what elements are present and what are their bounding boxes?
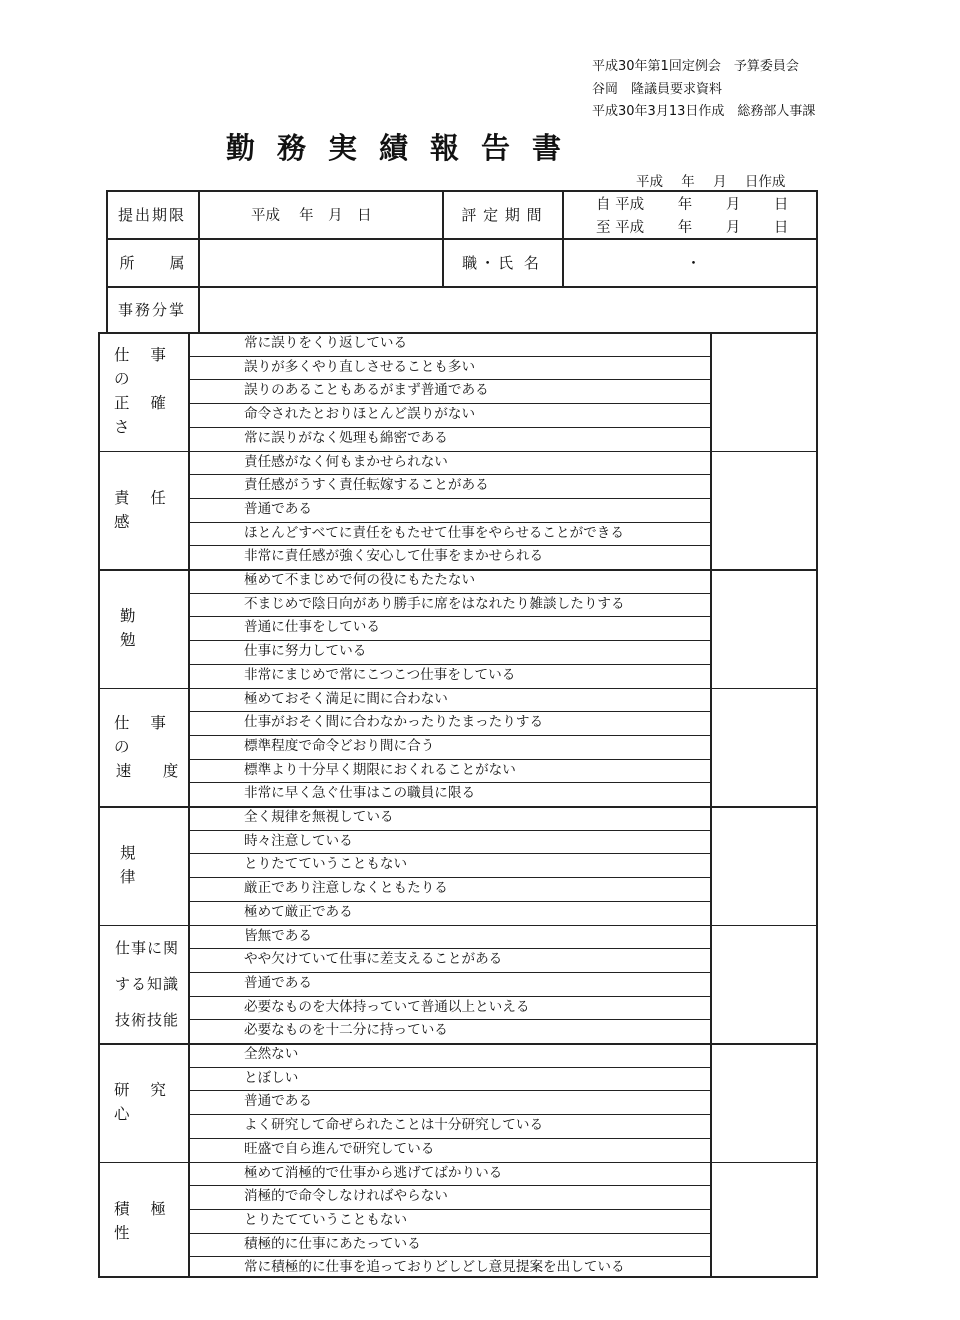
criterion-text: 消極的で命令しなければやらない	[244, 1188, 448, 1205]
criterion-divider	[188, 877, 711, 878]
duties-label: 事務分掌	[117, 300, 186, 319]
criterion-text: 普通に仕事をしている	[244, 619, 380, 636]
eval-period-label: 評 定 期 間	[461, 205, 543, 224]
score-cell[interactable]	[712, 332, 816, 451]
row-line	[106, 286, 818, 288]
criterion-divider	[188, 498, 711, 499]
criterion-text: 必要なものを十二分に持っている	[244, 1022, 448, 1039]
date-month: 月	[713, 174, 727, 190]
criterion-text: 積極的に仕事にあたっている	[244, 1235, 421, 1252]
criterion-text: とりたてていうこともない	[244, 1211, 408, 1228]
note-line-3: 平成30年3月13日作成 総務部人事課	[592, 104, 816, 119]
criterion-divider	[188, 1019, 711, 1020]
criterion-text: 責任感がなく何もまかせられない	[244, 453, 448, 470]
criterion-text: 厳正であり注意しなくともたりる	[244, 880, 448, 897]
criterion-divider	[188, 1114, 711, 1115]
category-label-line: 仕 事 の	[114, 713, 174, 756]
category-label-line: 積 極 性	[114, 1199, 174, 1242]
criterion-divider	[188, 948, 711, 949]
criterion-divider	[188, 735, 711, 736]
criterion-divider	[188, 996, 711, 997]
criterion-divider	[188, 474, 711, 475]
criterion-text: 命令されたとおりほとんど誤りがない	[244, 406, 476, 423]
date-created	[636, 170, 785, 190]
criterion-text: 極めておそく満足に間に合わない	[244, 690, 448, 707]
criterion-divider	[188, 1233, 711, 1234]
criterion-divider	[188, 427, 711, 428]
submit-deadline-label: 提出期限	[117, 205, 186, 224]
criterion-divider	[188, 759, 711, 760]
criterion-text: 常に積極的に仕事を追っておりどしどし意見提案を出している	[244, 1259, 625, 1276]
criterion-divider	[188, 522, 711, 523]
criterion-text: 皆無である	[244, 927, 312, 944]
score-cell[interactable]	[712, 1043, 816, 1162]
border-right-lower	[816, 332, 818, 1278]
criterion-divider	[188, 1256, 711, 1257]
criterion-text: 必要なものを大体持っていて普通以上といえる	[244, 998, 530, 1015]
col-line-score	[710, 332, 712, 1278]
note-line-1: 平成30年第1回定例会 予算委員会	[592, 59, 799, 74]
category-label	[106, 451, 188, 570]
criterion-divider	[188, 853, 711, 854]
affiliation-label: 所 属	[119, 253, 195, 272]
criterion-divider	[188, 1138, 711, 1139]
col-line-label	[188, 332, 190, 1278]
score-cell[interactable]	[712, 569, 816, 688]
eval-period-from[interactable]: 自 平成 年 月 日	[596, 196, 789, 213]
criterion-divider	[188, 379, 711, 380]
category-label-line: 正 確 さ	[114, 394, 174, 437]
criterion-divider	[188, 1067, 711, 1068]
border-left	[106, 190, 108, 238]
submit-deadline-value[interactable]: 平成 年 月 日	[251, 207, 372, 224]
criterion-divider	[188, 1209, 711, 1210]
category-label-line: 規 律	[120, 844, 180, 887]
criterion-text: 普通である	[244, 974, 312, 991]
date-era: 平成	[636, 174, 663, 190]
category-label	[106, 1162, 188, 1281]
category-label-line: 勤 勉	[120, 607, 180, 650]
border-top	[106, 190, 818, 192]
criterion-text: 責任感がうすく責任転嫁することがある	[244, 477, 489, 494]
col-line	[442, 190, 444, 287]
position-name-dot: ・	[686, 253, 702, 272]
category-label-line: 仕事に関	[114, 938, 179, 957]
criterion-divider	[188, 664, 711, 665]
criterion-text: 常に誤りがなく処理も綿密である	[244, 429, 448, 446]
criterion-divider	[188, 545, 711, 546]
criterion-divider	[188, 403, 711, 404]
criterion-text: 普通である	[244, 1093, 312, 1110]
criterion-divider	[188, 616, 711, 617]
criterion-divider	[188, 901, 711, 902]
category-label	[106, 1043, 188, 1162]
category-label-line: する知識	[114, 974, 179, 993]
criterion-divider	[188, 782, 711, 783]
criterion-text: やや欠けていて仕事に差支えることがある	[244, 951, 503, 968]
criterion-text: 仕事がおそく間に合わなかったりたまったりする	[244, 714, 544, 731]
criterion-divider	[188, 593, 711, 594]
note-line-2: 谷岡 隆議員要求資料	[592, 81, 723, 97]
criterion-text: 極めて不まじめで何の役にもたたない	[244, 572, 476, 588]
criterion-text: 仕事に努力している	[244, 643, 367, 660]
criterion-divider	[188, 1185, 711, 1186]
criterion-text: 全く規律を無視している	[244, 809, 394, 825]
category-label	[106, 688, 188, 807]
category-label	[106, 332, 188, 451]
date-day: 日作成	[744, 174, 786, 190]
criterion-text: ほとんどすべてに責任をもたせて仕事をやらせることができる	[244, 524, 624, 541]
score-cell[interactable]	[712, 925, 816, 1044]
document-title: 勤務実績報告書	[226, 131, 584, 165]
date-year: 年	[681, 174, 695, 190]
category-label	[106, 925, 188, 1044]
criterion-text: 誤りが多くやり直しさせることも多い	[244, 358, 476, 375]
criterion-divider	[188, 830, 711, 831]
category-label-line: 技術技能	[114, 1010, 179, 1029]
request-note	[592, 56, 815, 124]
score-cell[interactable]	[712, 1162, 816, 1281]
criterion-text: 旺盛で自ら進んで研究している	[244, 1140, 435, 1157]
score-cell[interactable]	[712, 451, 816, 570]
score-cell[interactable]	[712, 688, 816, 807]
position-name-label: 職・氏 名	[462, 253, 542, 272]
criterion-text: 全然ない	[244, 1046, 299, 1062]
criterion-divider	[188, 972, 711, 973]
col-line	[198, 190, 200, 333]
border-left-lower	[98, 332, 100, 1278]
criterion-text: 非常に責任感が強く安心して仕事をまかせられる	[244, 548, 544, 565]
criterion-text: よく研究して命ぜられたことは十分研究している	[244, 1117, 544, 1134]
criterion-divider	[188, 1090, 711, 1091]
criterion-text: 普通である	[244, 500, 312, 517]
criterion-text: とぼしい	[244, 1069, 299, 1086]
criterion-text: 時々注意している	[244, 832, 353, 849]
criterion-text: 非常にまじめで常にこつこつ仕事をしている	[244, 666, 516, 683]
criterion-text: 標準より十分早く期限におくれることがない	[244, 761, 516, 778]
category-label-line: 速 度	[115, 761, 187, 780]
eval-period-to[interactable]: 至 平成 年 月 日	[596, 219, 789, 236]
criterion-text: 常に誤りをくり返している	[244, 335, 408, 351]
score-cell[interactable]	[712, 806, 816, 925]
criterion-text: 誤りのあることもあるがまず普通である	[244, 382, 489, 399]
criterion-text: 標準程度で命令どおり間に合う	[244, 737, 435, 754]
col-line	[562, 190, 564, 287]
category-label	[106, 569, 188, 688]
row-line	[106, 238, 818, 240]
criterion-divider	[188, 356, 711, 357]
criterion-text: 極めて消極的で仕事から逃げてばかりいる	[244, 1164, 503, 1181]
criterion-text: 不まじめで陰日向があり勝手に席をはなれたり雑談したりする	[244, 595, 625, 612]
category-label-line: 責 任 感	[114, 488, 174, 531]
criterion-text: 極めて厳正である	[244, 903, 353, 920]
border-right	[816, 190, 818, 333]
criterion-divider	[188, 711, 711, 712]
category-label-line: 研 究 心	[114, 1081, 174, 1124]
criterion-text: とりたてていうこともない	[244, 856, 408, 873]
category-label	[106, 806, 188, 925]
criterion-text: 非常に早く急ぐ仕事はこの職員に限る	[244, 785, 476, 802]
criterion-divider	[188, 640, 711, 641]
category-label-line: 仕 事 の	[114, 346, 174, 389]
